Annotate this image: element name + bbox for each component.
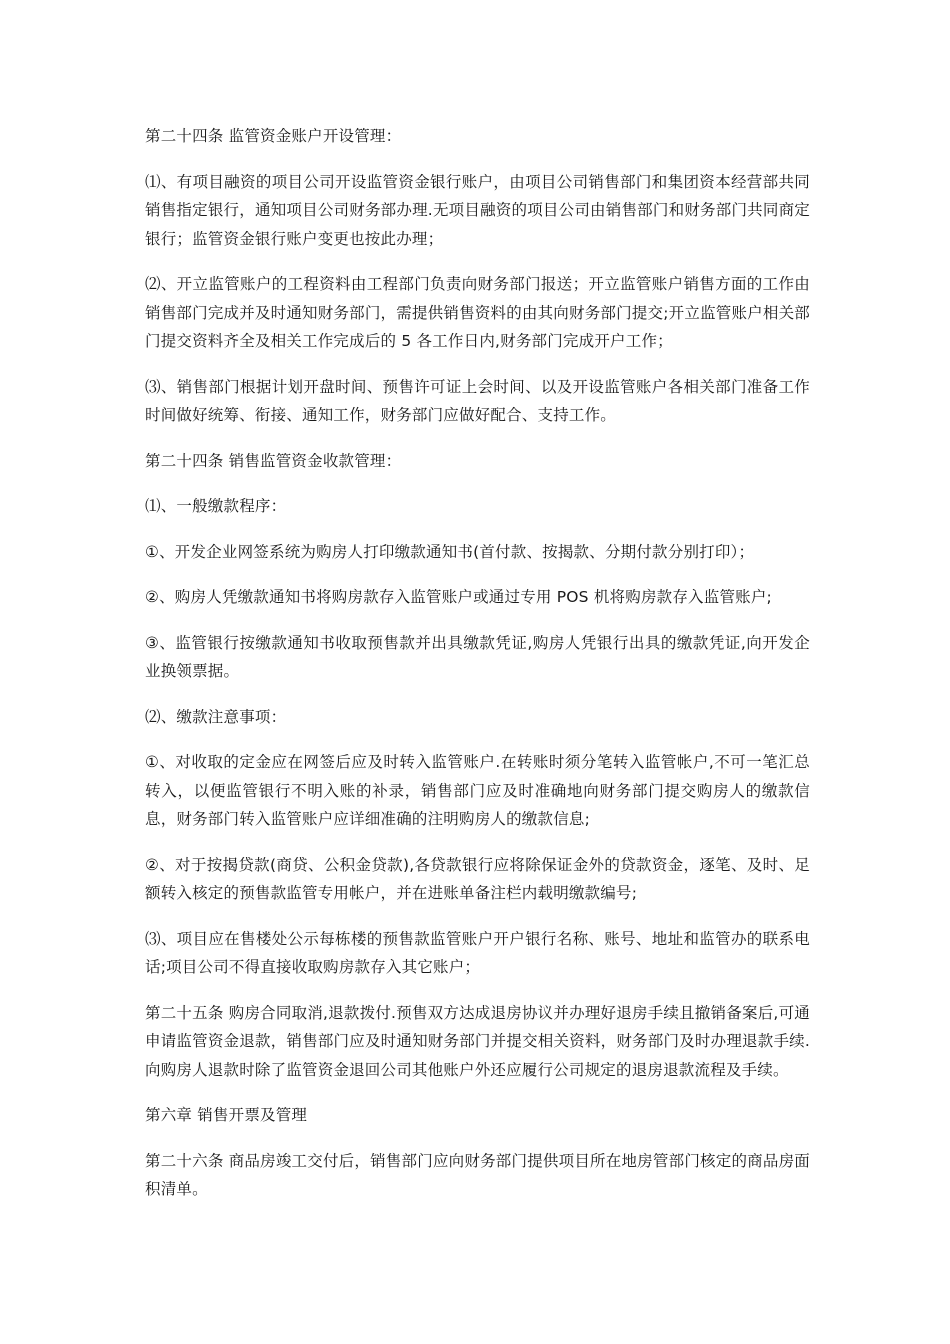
article-24-collection-heading: 第二十四条 销售监管资金收款管理： bbox=[145, 451, 402, 470]
article-25-refund: 第二十五条 购房合同取消,退款拨付.预售双方达成退房协议并办理好退房手续且撤销备案后,可通申请监管资金退款，销售部门应及时通知财务部门并提交相关资料，财务部门及时办理退款手续.向购房人退款时除了监管资金退回公司其他账户外还应履行公司规定的退房退款流程及手续。 bbox=[145, 1003, 810, 1079]
clause-1-account-opening: ⑴、有项目融资的项目公司开设监管资金银行账户，由项目公司销售部门和集团资本经营部共同销售指定银行，通知项目公司财务部办理.无项目融资的项目公司由销售部门和财务部门共同商定银行；监管资金银行账户变更也按此办理； bbox=[145, 172, 810, 248]
clause-1-payment-procedure: ⑴、一般缴款程序： bbox=[145, 497, 287, 515]
step-2-deposit: ②、购房人凭缴款通知书将购房款存入监管账户或通过专用 POS 机将购房款存入监管账户; bbox=[145, 588, 772, 606]
article-24-heading: 第二十四条 监管资金账户开设管理： bbox=[145, 127, 402, 145]
step-1-print-notice: ①、开发企业网签系统为购房人打印缴款通知书(首付款、按揭款、分期付款分别打印）； bbox=[145, 542, 755, 561]
article-26-area-list: 第二十六条 商品房竣工交付后，销售部门应向财务部门提供项目所在地房管部门核定的商品房面积清单。 bbox=[145, 1151, 810, 1198]
note-1-deposit-transfer: ①、对收取的定金应在网签后应及时转入监管账户.在转账时须分笔转入监管帐户,不可一笔汇总转入，以便监管银行不明入账的补录，销售部门应及时准确地向财务部门提交购房人的缴款信息，财务部门转入监管账户应详细准确的注明购房人的缴款信息; bbox=[145, 753, 810, 828]
clause-2-account-materials: ⑵、开立监管账户的工程资料由工程部门负责向财务部门报送；开立监管账户销售方面的工作由销售部门完成并及时通知财务部门，需提供销售资料的由其向财务部门提交;开立监管账户相关部门提交资料齐全及相关工作完成后的 5 各工作日内,财务部门完成开户工作； bbox=[145, 275, 810, 350]
clause-3-coordination: ⑶、销售部门根据计划开盘时间、预售许可证上会时间、以及开设监管账户各相关部门准备工作时间做好统筹、衔接、通知工作，财务部门应做好配合、支持工作。 bbox=[145, 377, 810, 424]
chapter-6-heading: 第六章 销售开票及管理 bbox=[145, 1106, 308, 1124]
step-3-receipt: ③、监管银行按缴款通知书收取预售款并出具缴款凭证,购房人凭银行出具的缴款凭证,向开发企业换领票据。 bbox=[145, 633, 810, 680]
document-body bbox=[145, 122, 810, 1221]
clause-2-payment-notes: ⑵、缴款注意事项： bbox=[145, 707, 287, 726]
note-2-mortgage-loans: ②、对于按揭贷款(商贷、公积金贷款),各贷款银行应将除保证金外的贷款资金，逐笔、及时、足额转入核定的预售款监管专用帐户，并在进账单备注栏内载明缴款编号; bbox=[145, 855, 810, 902]
clause-3-public-notice: ⑶、项目应在售楼处公示每栋楼的预售款监管账户开户银行名称、账号、地址和监管办的联系电话;项目公司不得直接收取购房款存入其它账户； bbox=[145, 929, 810, 976]
